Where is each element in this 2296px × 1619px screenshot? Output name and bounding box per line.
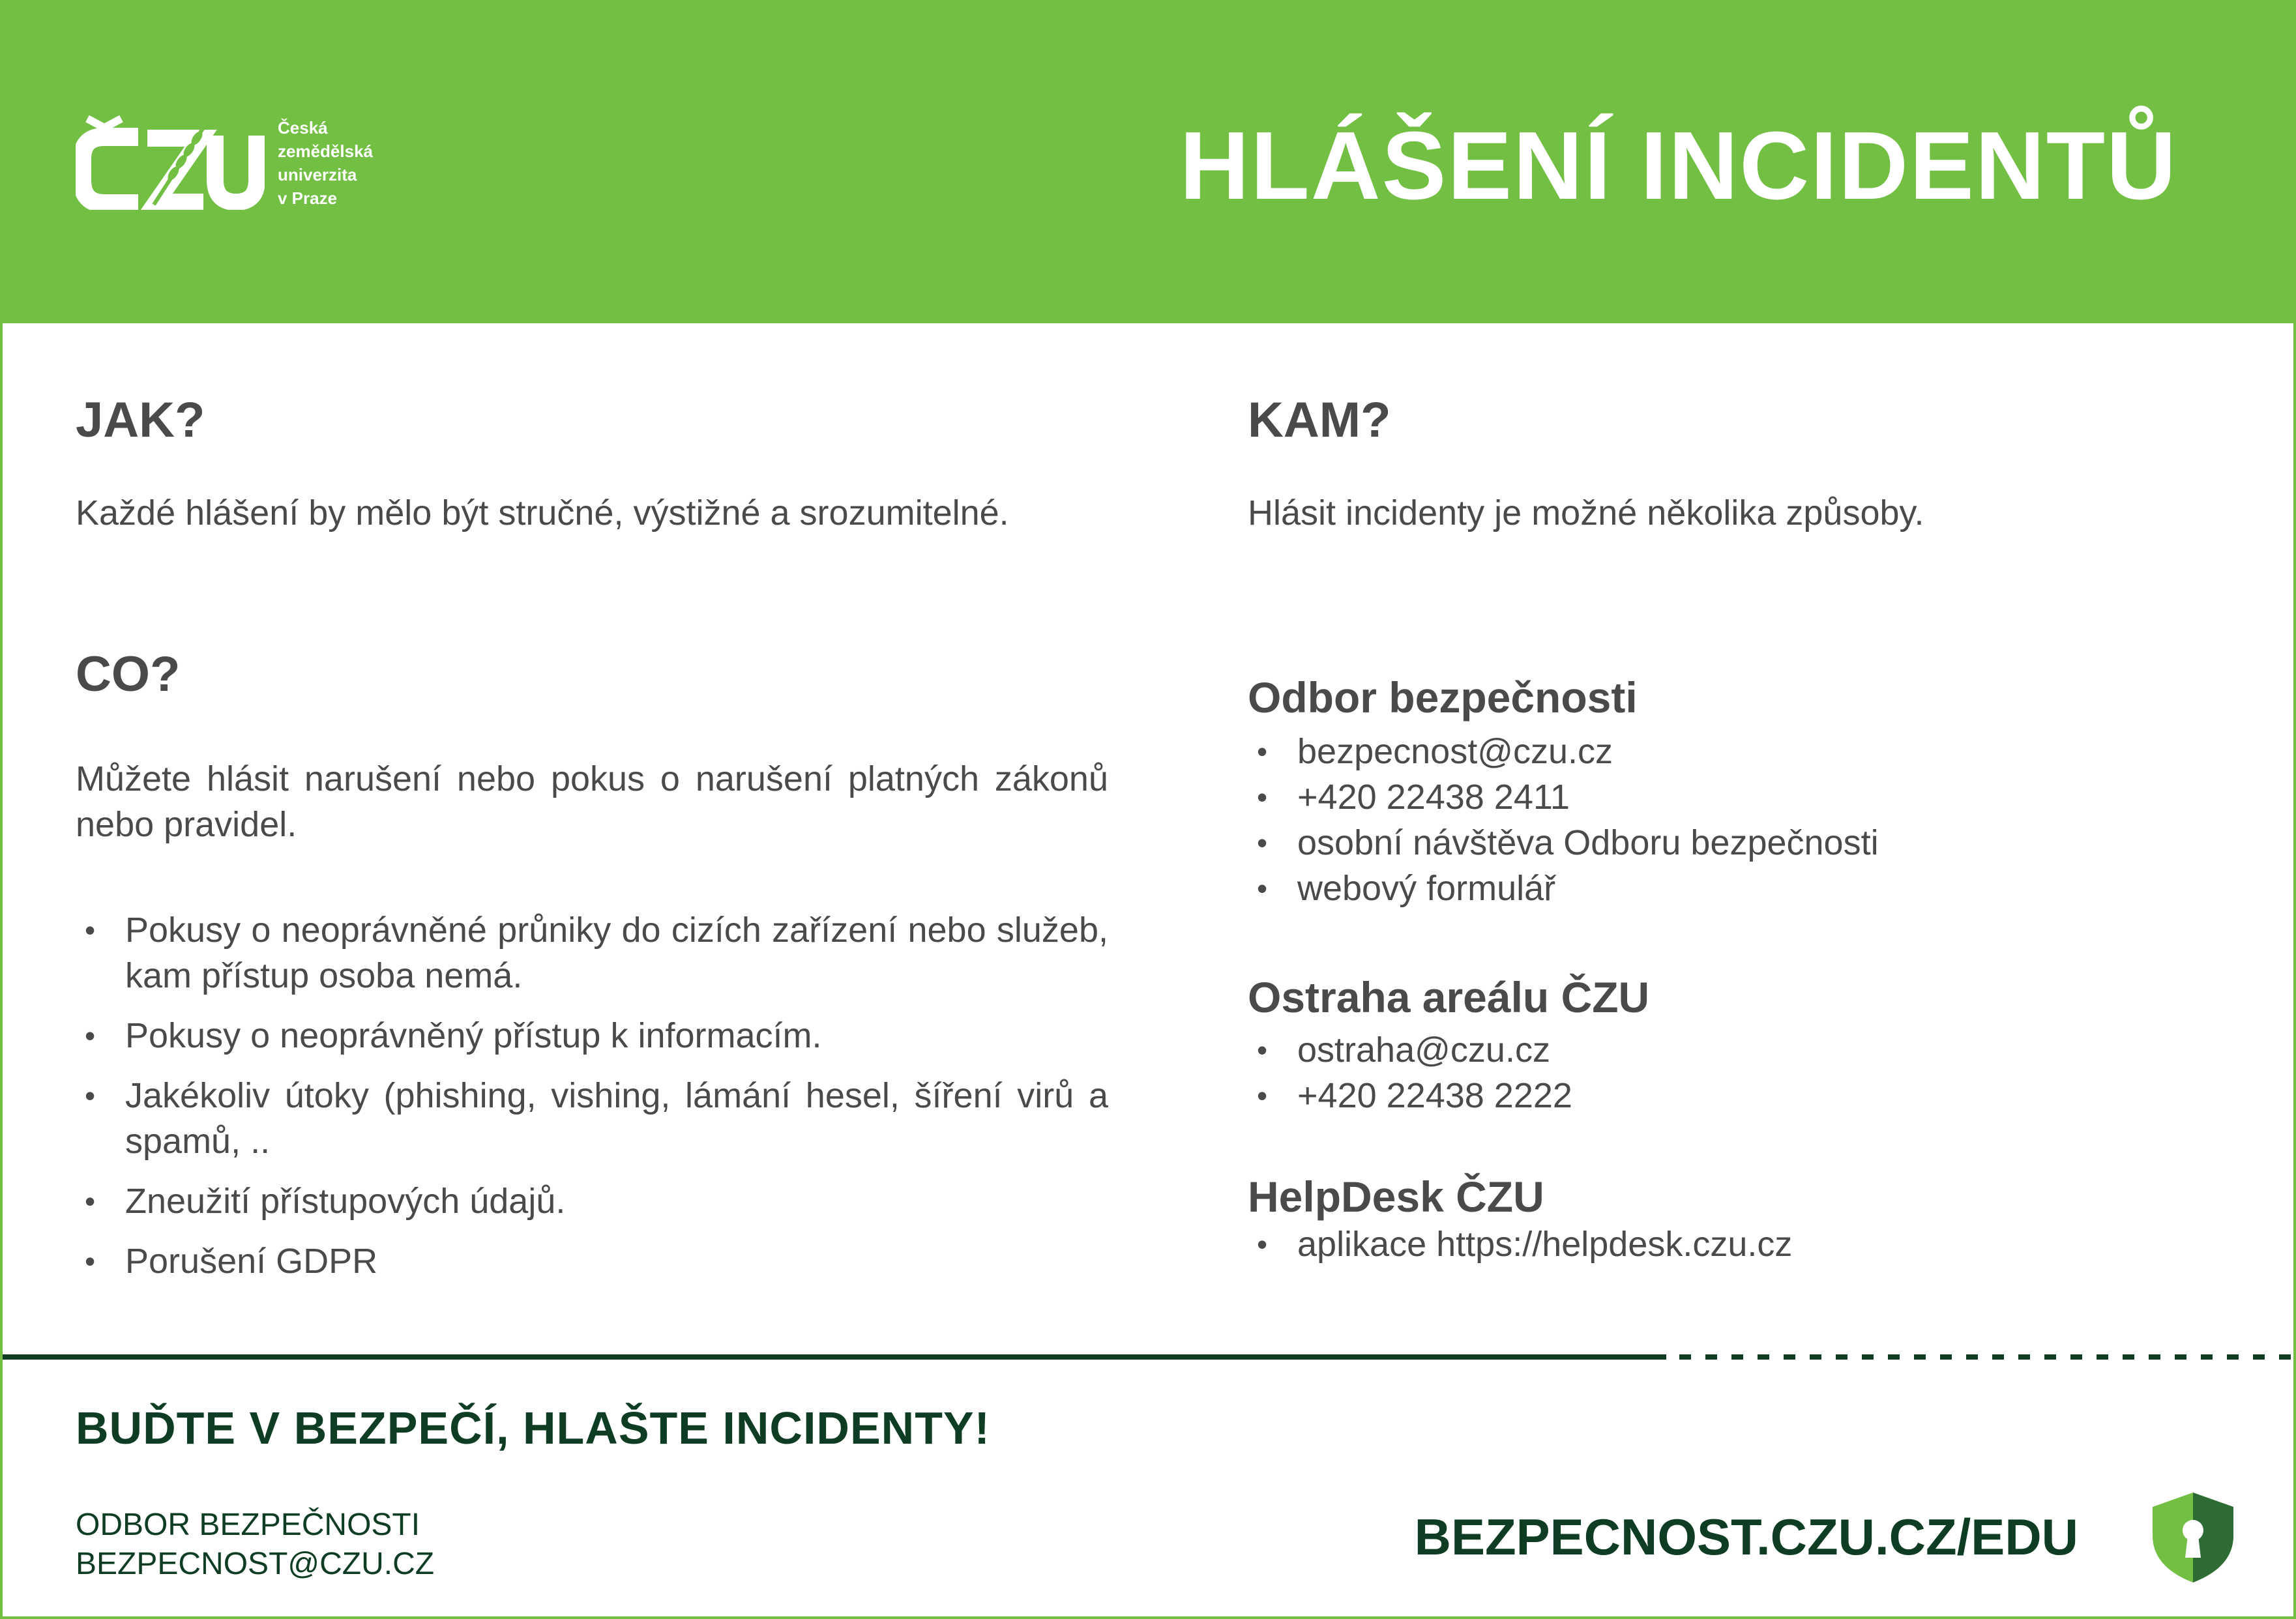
incident-types-list [76, 907, 1108, 1298]
helpdesk-contacts [1248, 1221, 1792, 1267]
footer-dept-name: ODBOR BEZPEČNOSTI [76, 1508, 420, 1542]
security-dept-contacts [1248, 729, 1879, 911]
contact-email[interactable]: • ostraha@czu.cz [1248, 1027, 1572, 1073]
footer-dept-email[interactable]: BEZPECNOST@CZU.CZ [76, 1547, 435, 1581]
logo-line: Česká [278, 118, 328, 138]
footer-url[interactable]: BEZPECNOST.CZU.CZ/EDU [1414, 1508, 2078, 1566]
logo-line: zemědělská [278, 141, 373, 161]
list-item: • Jakékoliv útoky (phishing, vishing, lámání hesel, šíření virů a spamů, .. [76, 1073, 1108, 1164]
list-item: • Porušení GDPR [76, 1238, 1108, 1284]
page-title: HLÁŠENÍ INCIDENTŮ [1179, 112, 2177, 220]
contact-web-form[interactable]: • webový formulář [1248, 866, 1879, 911]
contact-phone[interactable]: • +420 22438 2411 [1248, 774, 1879, 820]
shield-keyhole-icon [2147, 1490, 2239, 1585]
divider-solid [3, 1354, 1666, 1360]
czu-logo-mark [76, 115, 265, 210]
jak-heading: JAK? [76, 392, 205, 448]
footer-department [76, 1506, 434, 1584]
footer-slogan: BUĎTE V BEZPEČÍ, HLAŠTE INCIDENTY! [76, 1403, 990, 1453]
section-heading-helpdesk: HelpDesk ČZU [1248, 1173, 1544, 1221]
logo-line: univerzita [278, 165, 357, 184]
contact-phone[interactable]: • +420 22438 2222 [1248, 1073, 1572, 1118]
co-text: Můžete hlásit narušení nebo pokus o narušení platných zákonů nebo pravidel. [76, 759, 1108, 844]
header-banner [3, 0, 2296, 323]
logo-line: v Praze [278, 188, 338, 208]
logo-university-name [278, 116, 434, 210]
section-heading-campus-security: Ostraha areálu ČZU [1248, 973, 1650, 1021]
list-item: • Pokusy o neoprávněný přístup k informacím. [76, 1013, 1108, 1058]
list-item: • Zneužití přístupových údajů. [76, 1178, 1108, 1224]
divider-dashed [1679, 1354, 2296, 1360]
section-heading-security-dept: Odbor bezpečnosti [1248, 673, 1638, 722]
co-heading: CO? [76, 647, 181, 702]
list-item: • Pokusy o neoprávněné průniky do cizích zařízení nebo služeb, kam přístup osoba nemá. [76, 907, 1108, 999]
contact-email[interactable]: • bezpecnost@czu.cz [1248, 729, 1879, 774]
kam-text: Hlásit incidenty je možné několika způsoby. [1248, 493, 1924, 532]
kam-heading: KAM? [1248, 392, 1391, 448]
helpdesk-link[interactable]: • aplikace https://helpdesk.czu.cz [1248, 1221, 1792, 1267]
campus-security-contacts [1248, 1027, 1572, 1118]
contact-visit: • osobní návštěva Odboru bezpečnosti [1248, 820, 1879, 866]
jak-text: Každé hlášení by mělo být stručné, výstižné a srozumitelné. [76, 493, 1009, 532]
